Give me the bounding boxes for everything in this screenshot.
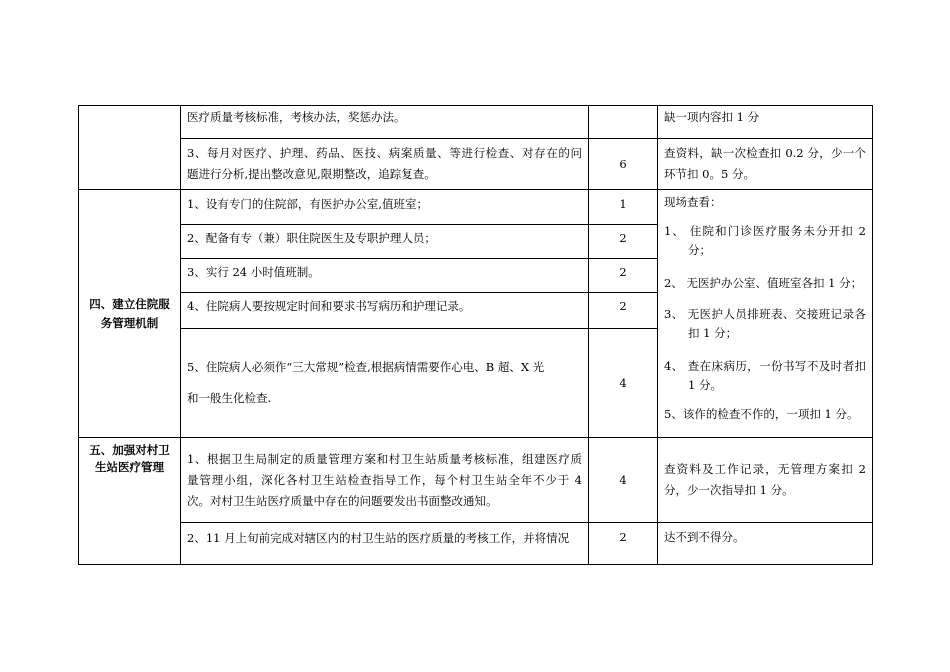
- criteria-cell: [181, 259, 589, 293]
- criteria-cell: [181, 225, 589, 259]
- criteria-line: 4、住院病人要按规定时间和要求书写病历和护理记录。: [187, 299, 471, 313]
- criteria-line: 题进行分析,提出整改意见,限期整改，追踪复查。: [187, 167, 436, 181]
- method-line: 环节扣 0。5 分。: [664, 167, 755, 181]
- category-title-line: 生站医疗管理: [95, 460, 164, 474]
- score-cell: [589, 106, 658, 139]
- category-title-line: 务管理机制: [100, 315, 159, 330]
- category-title-line: 五、加强对村卫: [89, 443, 170, 457]
- score-cell: 2: [589, 259, 658, 293]
- score-cell: 2: [589, 293, 658, 329]
- method-point: [664, 274, 866, 293]
- criteria-cell: [181, 438, 589, 523]
- category-title-line: 四、建立住院服: [89, 296, 170, 311]
- method-point-line: 1、 住院和门诊医疗服务未分开扣 2: [664, 224, 866, 238]
- method-line: 达不到不得分。: [664, 530, 745, 544]
- category-cell-village-clinics: [79, 438, 181, 565]
- method-point-line: 1 分。: [688, 378, 722, 392]
- assessment-table: [78, 105, 873, 565]
- table-row: [79, 438, 873, 523]
- criteria-line: 医疗质量考核标准，考核办法，奖惩办法。: [187, 110, 406, 124]
- method-cell-merged: [658, 190, 873, 438]
- criteria-cell: [181, 106, 589, 139]
- criteria-line: 2、11 月上旬前完成对辖区内的村卫生站的医疗质量的考核工作，并将情况: [187, 531, 570, 545]
- criteria-line: 1、根据卫生局制定的质量管理方案和村卫生站质量考核标准，组建医疗质: [187, 451, 582, 466]
- method-point: [664, 357, 866, 395]
- method-point: [664, 405, 866, 424]
- method-point: [664, 305, 866, 343]
- table-row: [79, 139, 873, 190]
- criteria-line: 次。对村卫生站医疗质量中存在的问题要发出书面整改通知。: [187, 493, 498, 508]
- method-cell: [658, 523, 873, 565]
- criteria-line: 2、配备有专（兼）职住院医生及专职护理人员；: [187, 231, 436, 245]
- score-cell: 4: [589, 438, 658, 523]
- method-line: 缺一项内容扣 1 分: [664, 110, 760, 124]
- method-heading: 现场查看：: [664, 195, 722, 209]
- table-row: [79, 523, 873, 565]
- method-cell: [658, 106, 873, 139]
- method-point-line: 分；: [688, 243, 711, 257]
- table-row: [79, 190, 873, 225]
- criteria-cell: [181, 293, 589, 329]
- method-point-line: 2、 无医护办公室、值班室各扣 1 分；: [664, 276, 863, 290]
- criteria-cell: [181, 190, 589, 225]
- criteria-line: 3、实行 24 小时值班制。: [187, 265, 320, 279]
- method-line: 查资料及工作记录，无管理方案扣 2: [664, 462, 866, 476]
- score-cell: 6: [589, 139, 658, 190]
- score-cell: 2: [589, 523, 658, 565]
- method-point-line: 5、该作的检查不作的，一项扣 1 分。: [664, 407, 859, 421]
- criteria-cell: [181, 139, 589, 190]
- method-point-line: 3、 无医护人员排班表、交接班记录各: [664, 307, 866, 321]
- criteria-cell: [181, 329, 589, 438]
- criteria-cell: [181, 523, 589, 565]
- method-cell: [658, 438, 873, 523]
- score-cell: 2: [589, 225, 658, 259]
- criteria-line: 1、设有专门的住院部，有医护办公室,值班室；: [187, 197, 428, 211]
- score-cell: 4: [589, 329, 658, 438]
- method-point-line: 扣 1 分；: [688, 326, 738, 340]
- method-line: 查资料，缺一次检查扣 0.2 分，少一个: [664, 146, 866, 160]
- method-point: [664, 222, 866, 260]
- score-cell: 1: [589, 190, 658, 225]
- method-line: 分，少一次指导扣 1 分。: [664, 483, 794, 497]
- category-cell-continued: [79, 106, 181, 190]
- criteria-line: 5、住院病人必须作“三大常规”检查,根据病情需要作心电、B 超、X 光: [187, 360, 545, 374]
- category-cell-inpatient: [79, 190, 181, 438]
- criteria-line: 量管理小组，深化各村卫生站检查指导工作，每个村卫生站全年不少于 4: [187, 472, 582, 487]
- criteria-line: 3、每月对医疗、护理、药品、医技、病案质量、等进行检查、对存在的问: [187, 146, 582, 160]
- method-point-line: 4、 查在床病历，一份书写不及时者扣: [664, 359, 866, 373]
- table-row: [79, 106, 873, 139]
- criteria-line: 和一般生化检查.: [187, 391, 272, 405]
- method-cell: [658, 139, 873, 190]
